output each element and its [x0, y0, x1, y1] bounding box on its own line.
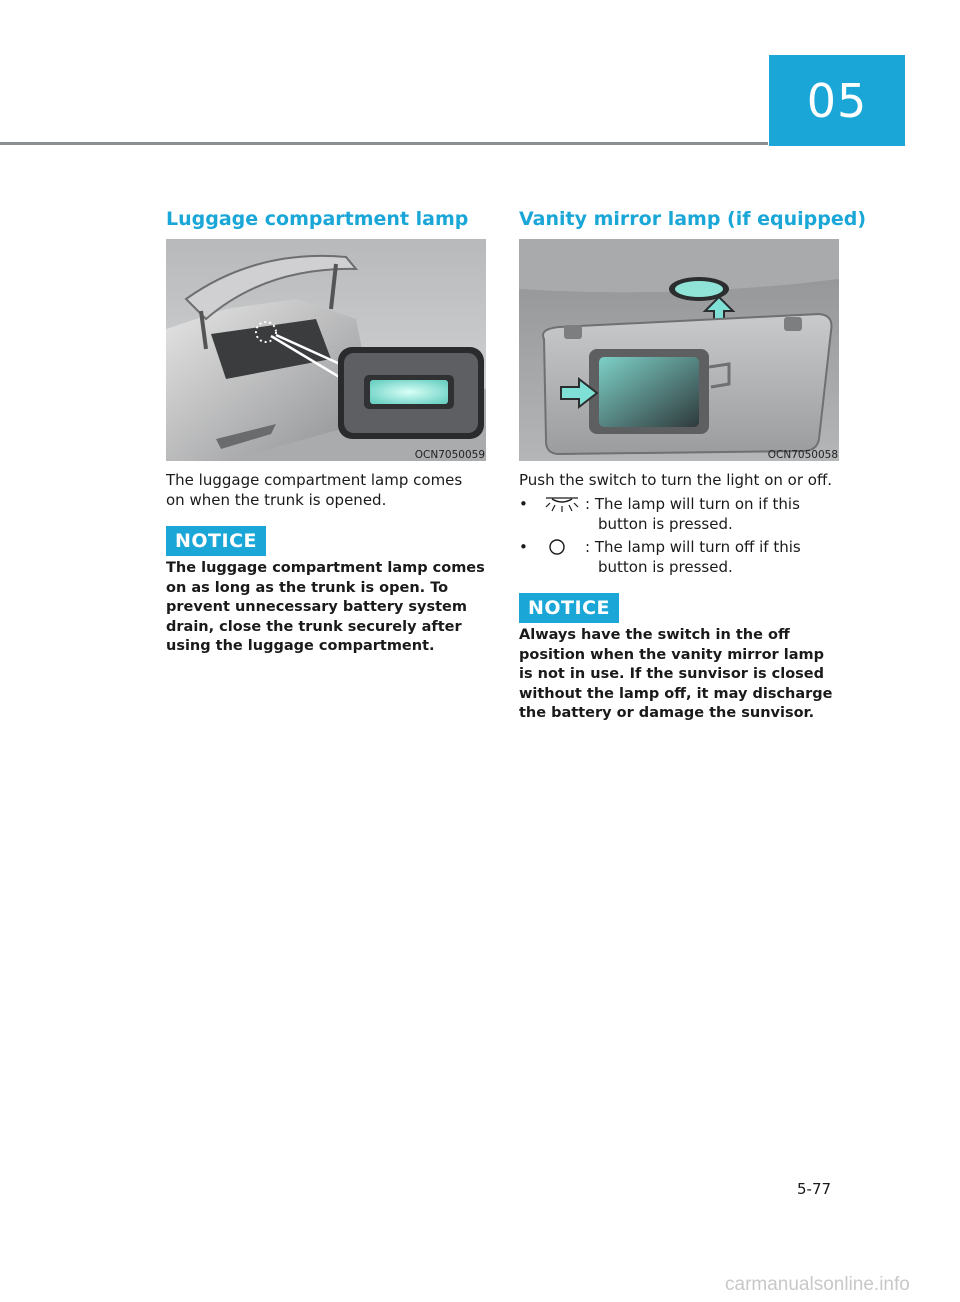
bullet-line: button is pressed.: [598, 515, 733, 533]
bullet-line: : The lamp will turn on if this: [585, 495, 800, 513]
vanity-lamp-title: Vanity mirror lamp (if equipped): [519, 208, 867, 230]
trunk-figure: [166, 239, 486, 461]
figure-code: OCN7050059: [414, 449, 485, 461]
notice-text: [166, 559, 496, 657]
notice-line: without the lamp off, it may discharge: [519, 685, 833, 702]
notice-line: position when the vanity mirror lamp: [519, 646, 824, 663]
header-rule: [0, 142, 768, 145]
chapter-number: 05: [806, 73, 868, 128]
sunvisor-illustration: [519, 239, 839, 461]
bullet-dot: •: [519, 538, 528, 556]
notice-badge: NOTICE: [519, 593, 619, 623]
notice-line: using the luggage compartment.: [166, 638, 435, 654]
notice-text: [519, 626, 849, 724]
lamp-off-icon: [548, 538, 566, 556]
notice-line: on as long as the trunk is open. To: [166, 579, 449, 596]
notice-line: drain, close the trunk securely after: [166, 618, 462, 635]
bullet-lamp-on: [519, 494, 849, 534]
bullet-line: : The lamp will turn off if this: [585, 538, 801, 556]
notice-line: is not in use. If the sunvisor is closed: [519, 666, 824, 682]
luggage-lamp-title: Luggage compartment lamp: [166, 208, 469, 230]
bullet-line: button is pressed.: [598, 558, 733, 576]
bullet-lamp-off: [519, 537, 849, 577]
notice-badge: NOTICE: [166, 526, 266, 556]
body-line: The luggage compartment lamp comes: [166, 471, 463, 489]
trunk-illustration: [166, 239, 486, 461]
bullet-dot: •: [519, 495, 528, 513]
page-number: 5-77: [797, 1180, 832, 1198]
luggage-lamp-description: [166, 470, 486, 510]
sunvisor-figure: [519, 239, 839, 461]
chapter-tab: [769, 55, 905, 146]
notice-line: The luggage compartment lamp comes: [166, 560, 485, 576]
notice-line: the battery or damage the sunvisor.: [519, 705, 815, 721]
notice-line: Always have the switch in the off: [519, 627, 790, 643]
body-line: on when the trunk is opened.: [166, 491, 387, 509]
figure-code: OCN7050058: [767, 449, 838, 461]
lamp-on-icon: [544, 495, 580, 513]
vanity-lamp-intro: Push the switch to turn the light on or off.: [519, 471, 833, 489]
notice-line: prevent unnecessary battery system: [166, 599, 467, 615]
watermark: carmanualsonline.info: [725, 1274, 910, 1295]
